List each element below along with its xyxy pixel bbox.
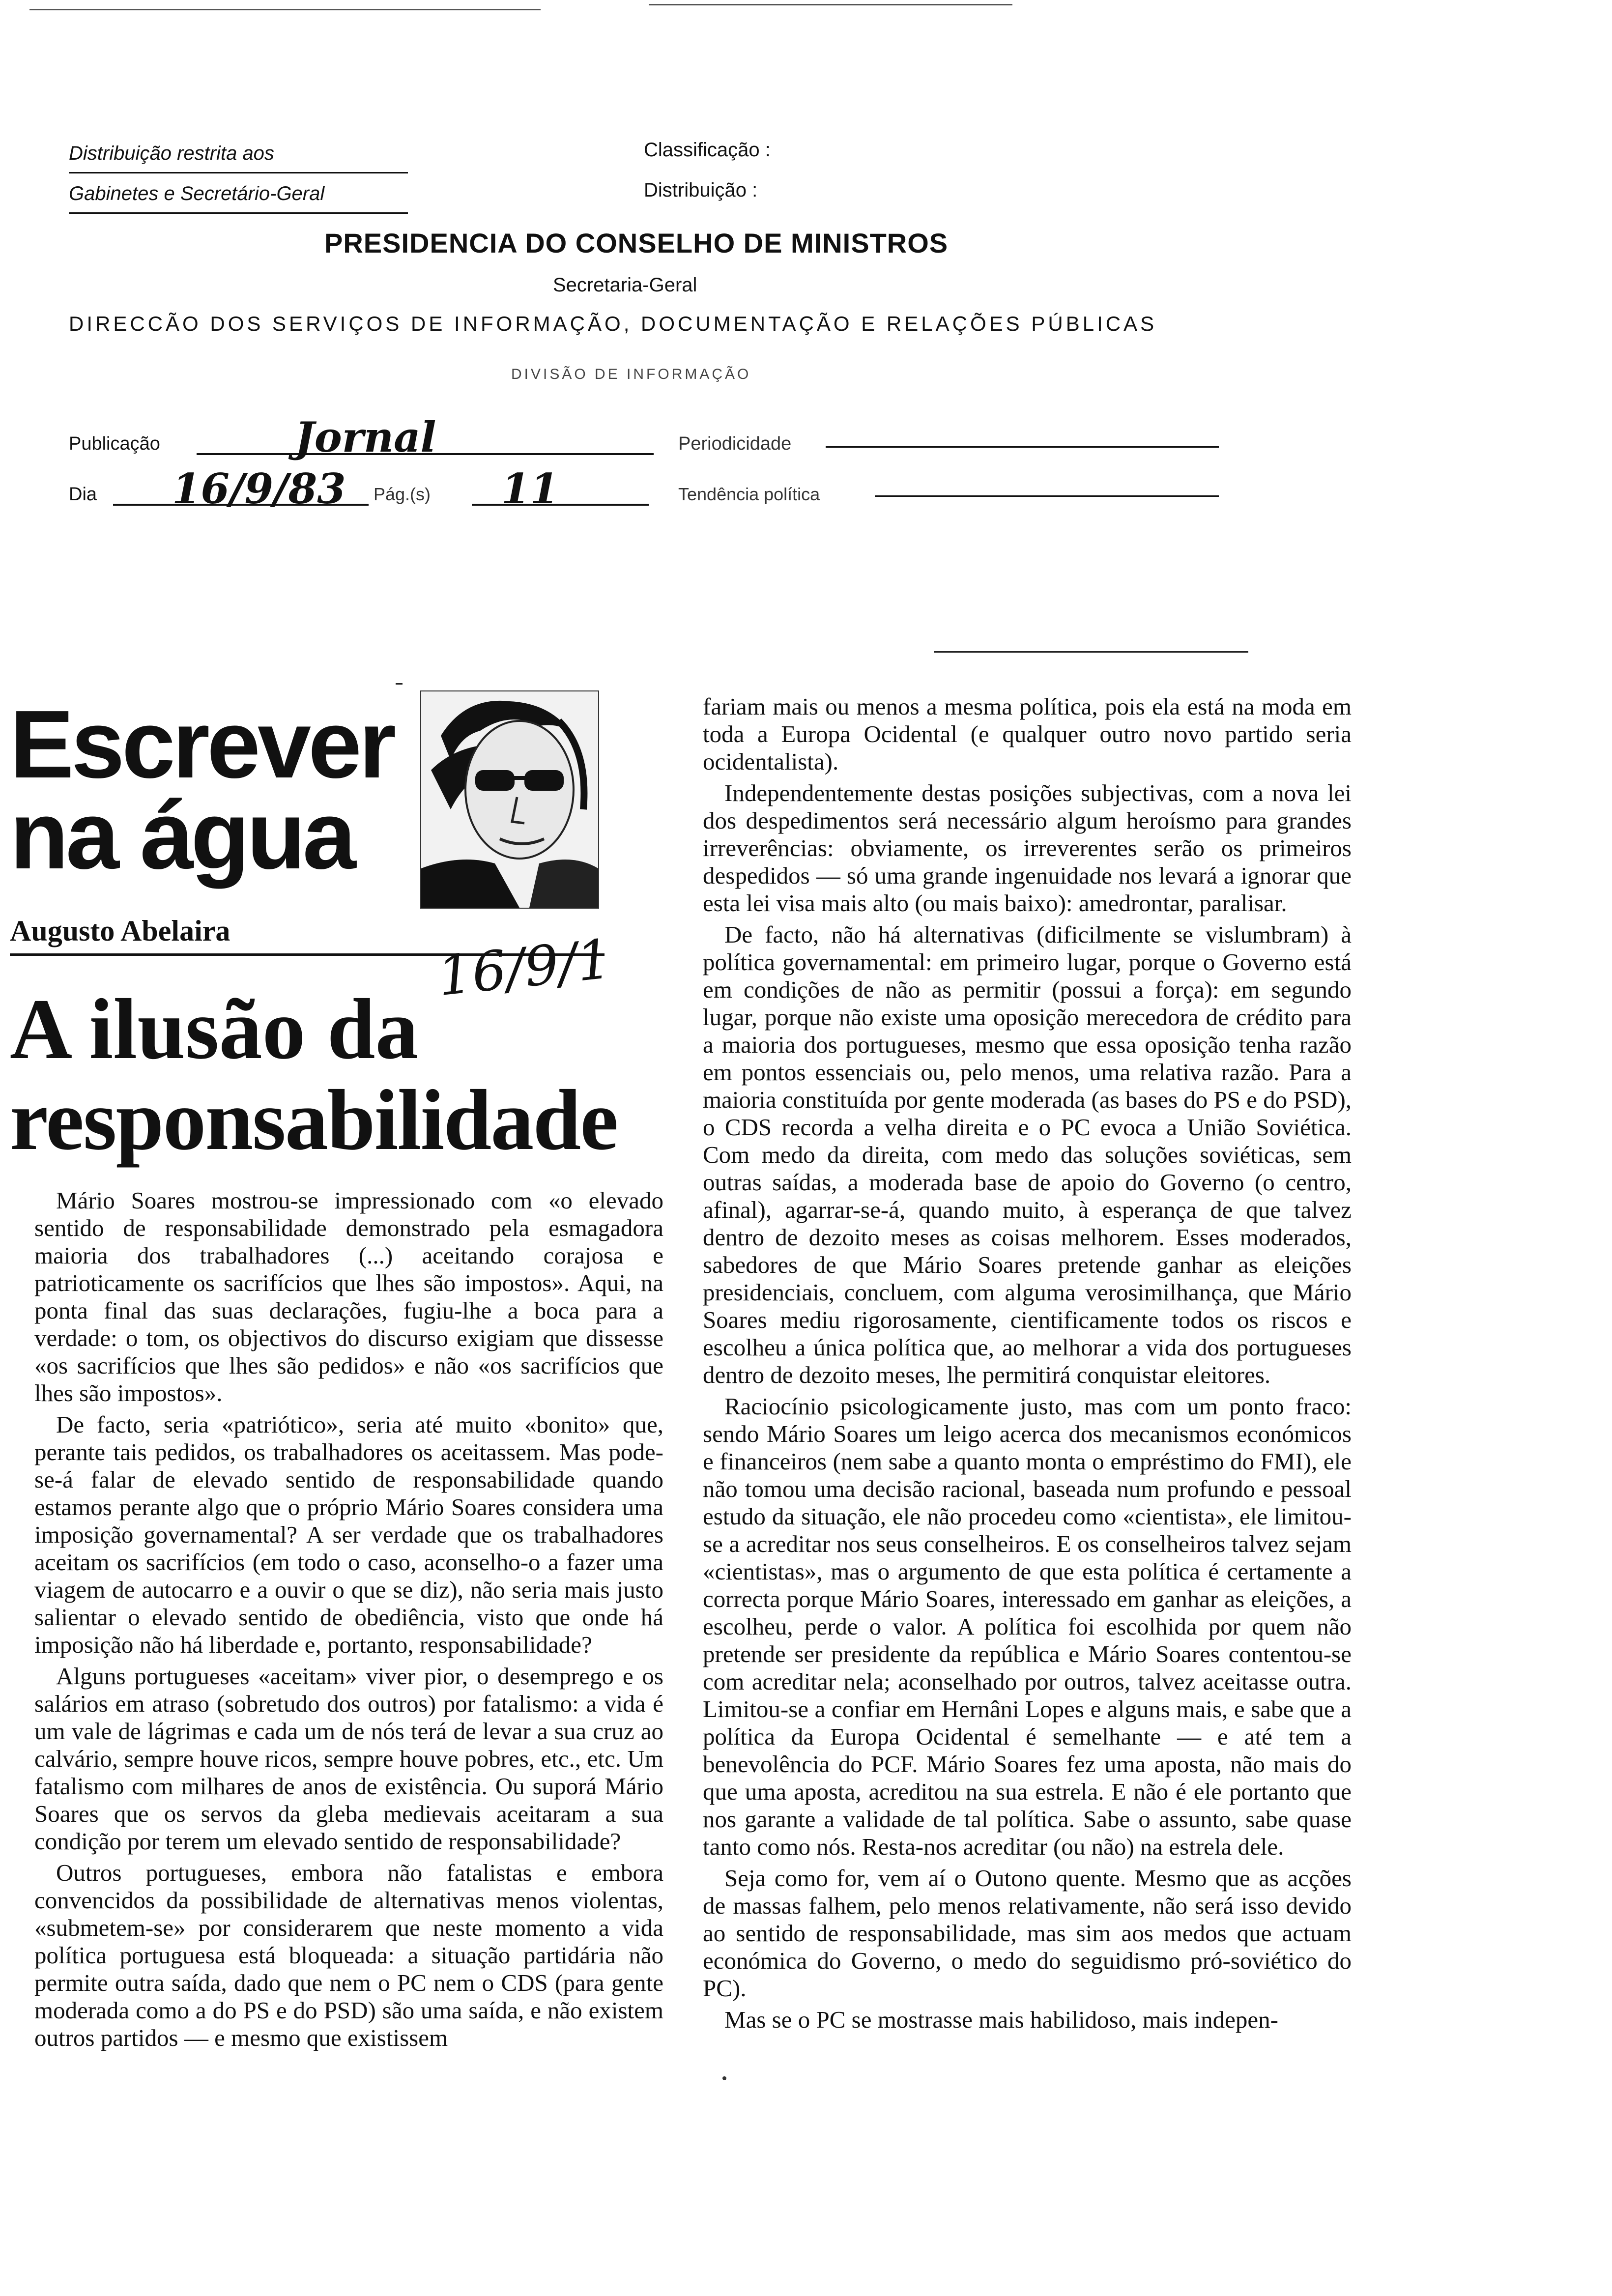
article-paragraph: Mário Soares mostrou-se impressionado com «o elevado sentido de responsabilidade demonstrado pela esmagadora maioria dos trabalhadores (...) aceitando corajosa e patrioticamente os sacrifícios que lhes são impostos». Aqui, na ponta final das suas declarações, fugiu-lhe a boca para a verdade: o tom, os objectivos do discurso exigiam que dissesse «os sacrifícios que lhes são pedidos» e não «os sacrifícios que lhes são impostos». [34,1187,663,1406]
article-right-column [703,693,1352,2038]
clipping-tick [396,683,403,685]
distribution-line2-underline [69,212,408,214]
author-name: Augusto Abelaira [10,915,230,947]
author-photo [420,690,599,909]
column-title-line2: na água [10,781,353,889]
article-paragraph: Mas se o PC se mostrasse mais habilidoso, mais indepen- [724,2006,1278,2033]
distribution-line1-underline [69,172,408,173]
tendency-field-line [875,495,1219,497]
periodicity-field-line [826,446,1219,448]
clipping-separator [934,651,1248,653]
page-label: Pág.(s) [374,484,431,504]
distribution-restricted-line2: Gabinetes e Secretário-Geral [69,183,325,204]
page-value: 11 [501,464,559,513]
org-title: PRESIDENCIA DO CONSELHO DE MINISTROS [324,228,949,258]
page-field-line [472,504,649,506]
distribution-restricted-line1: Distribuição restrita aos [69,143,274,164]
periodicity-label: Periodicidade [678,433,792,454]
day-value: 16/9/83 [172,464,346,513]
headline-line1: A ilusão da [10,981,419,1077]
scan-line-top-left [29,9,541,10]
column-title-line1: Escrever [10,690,394,798]
directorate: DIRECCÃO DOS SERVIÇOS DE INFORMAÇÃO, DOCUMENTAÇÃO E RELAÇÕES PÚBLICAS [69,312,1157,335]
article-paragraph: Seja como for, vem aí o Outono quente. Mesmo que as acções de massas falhem, pelo menos relativamente, não será isso devido ao sentido de responsabilidade, mas sim aos medos que actuam económica do Governo, o medo do seguidismo pró-soviético do PC). [703,1865,1352,2002]
scan-speck [722,2076,726,2080]
tendency-label: Tendência política [678,484,820,504]
headline-line2: responsabilidade [10,1072,618,1168]
classification-label: Classificação : [644,139,771,161]
secretariat: Secretaria-Geral [553,274,697,296]
article-paragraph: fariam mais ou menos a mesma política, pois ela está na moda em toda a Europa Ocidental (e qualquer outro novo partido seria ocidentalista). [703,693,1352,775]
article-paragraph: Alguns portugueses «aceitam» viver pior, o desemprego e os salários em atraso (sobretudo dos outros) por fatalismo: a vida é um vale de lágrimas e cada um de nós terá de levar a sua cruz ao calvário, sempre houve ricos, sempre houve pobres, etc., etc. Um fatalismo com milhares de anos de existência. Ou suporá Mário Soares que os servos da gleba medievais aceitaram a sua condição por terem um elevado sentido de responsabilidade? [34,1663,663,1855]
division: DIVISÃO DE INFORMAÇÃO [511,366,751,382]
publication-label: Publicação [69,433,160,454]
article-paragraph: De facto, não há alternativas (dificilmente se vislumbram) à política governamental: em primeiro lugar, porque o Governo está em condições de não as permitir (possui a força): em segundo lugar, porque não existe uma oposição merecedora de crédito para a maioria dos portugueses, mesmo que essa oposição tenha razão em pontos essenciais ou, pelo menos, uma relativa razão. Para a maioria constituída por gente moderada (as bases do PS e do PSD), o CDS recorda a velha direita e o PC evoca a União Soviética. Com medo da direita, com medo das soluções soviéticas, sem outras saídas, a moderada base de apoio do Governo (o centro, afinal), agarrar-se-á, quando muito, à esperança de que talvez dentro de dezoito meses as coisas melhorem. Esses moderados, sabedores de que Mário Soares pretende ganhar as eleições presidenciais, concluem, com alguma verosimilhança, que Mário Soares mediu rigorosamente, cientificamente todos os riscos e escolheu a única política que, ao melhorar a vida dos portugueses dentro de dezoito meses, lhe permitirá conquistar eleitores. [703,921,1352,1388]
article-paragraph: Independentemente destas posições subjectivas, com a nova lei dos despedimentos será necessário algum heroísmo para grandes irreverências: obviamente, os irreverentes serão os primeiros despedidos — só uma grande ingenuidade nos levará a ignorar que esta lei visa mais alto (ou mais baixo): amedrontar, paralisar. [703,779,1352,917]
article-left-column [34,1187,663,2056]
author-portrait-image [421,691,598,908]
handwritten-date-note: 16/9/1 [434,927,614,1008]
distribution-label: Distribuição : [644,179,758,201]
article-paragraph: Raciocínio psicologicamente justo, mas com um ponto fraco: sendo Mário Soares um leigo acerca dos mecanismos económicos e financeiros (nem sabe a quanto monta o empréstimo do FMI), ele não tomou uma decisão racional, baseada num profundo e pessoal estudo da situação, ele não procedeu como «cientista», ele limitou-se a acreditar nos seus conselheiros. E os conselheiros talvez sejam «cientistas», mas o argumento de que esta política é certamente a correcta porque Mário Soares, interessado em ganhar as eleições, a escolheu, perde o valor. A política foi escolhida por quem não pretende ser presidente da república e Mário Soares contentou-se com acreditar nela; aconselhado por outros, talvez aceitasse outra. Limitou-se a confiar em Hernâni Lopes e alguns mais, e sabe que a política da Europa Ocidental é semelhante — e até tem a benevolência do PCF. Mário Soares fez uma aposta, não mais do que uma aposta, acreditou na sua estrela. E não é ele portanto que nos garante a validade de tal política. Sabe o assunto, sabe quase tanto como nós. Resta-nos acreditar (ou não) na estrela dele. [703,1393,1352,1860]
scan-line-top-mid [649,4,1012,5]
publication-value: Jornal [295,413,436,461]
article-paragraph: De facto, seria «patriótico», seria até muito «bonito» que, perante tais pedidos, os trabalhadores os aceitassem. Mas pode-se-á falar de elevado sentido de responsabilidade quando estamos perante algo que o próprio Mário Soares considera uma imposição governamental? A ser verdade que os trabalhadores aceitam os sacrifícios (em todo o caso, aconselho-o a fazer uma viagem de autocarro e a ouvir o que se diz), não seria mais justo salientar o elevado sentido de obediência, visto que onde há imposição não há liberdade e, portanto, responsabilidade? [34,1411,663,1658]
article-paragraph: Outros portugueses, embora não fatalistas e embora convencidos da possibilidade de alternativas menos violentas, «submetem-se» por considerarem que neste momento a vida política portuguesa está bloqueada: a situação partidária não permite outra saída, dado que nem o PC nem o CDS (para gente moderada como a do PS e do PSD) são uma saída, e não existem outros partidos — e mesmo que existissem [34,1859,663,2051]
day-label: Dia [69,484,97,505]
